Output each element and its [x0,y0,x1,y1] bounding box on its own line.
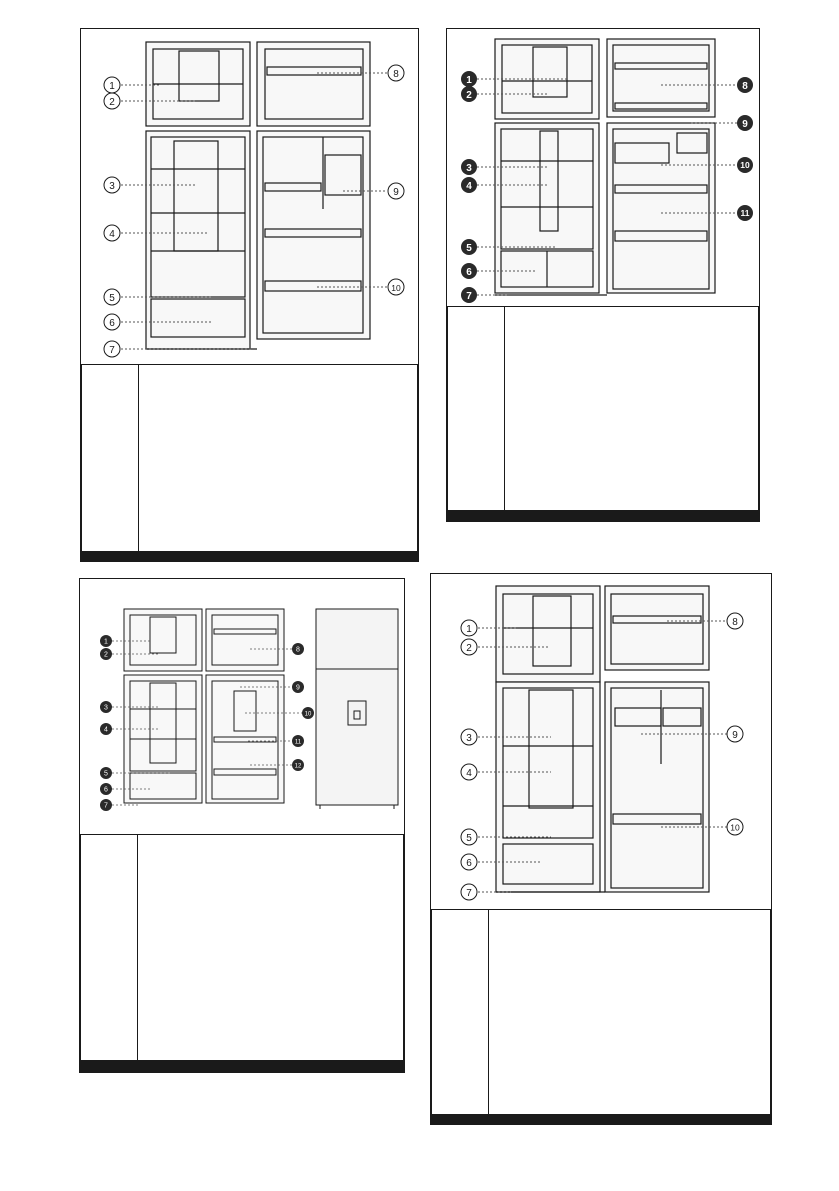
callout-1: 1 [466,624,472,635]
callout-2: 2 [466,643,472,654]
callout-6: 6 [466,267,472,278]
fridge-diagram-1 [81,29,420,365]
part-name-cell [139,561,418,562]
callout-2: 2 [104,651,108,659]
panel-1 [80,28,419,562]
callout-1: 1 [466,75,472,86]
callout-2: 2 [109,97,115,108]
table-row [432,910,771,1115]
table-row [448,521,759,522]
table-row [81,1072,404,1073]
part-name-cell [489,910,771,1115]
callout-3: 3 [109,181,115,192]
callout-9: 9 [393,187,399,198]
part-name-cell [505,521,759,522]
callout-10: 10 [730,822,740,833]
callout-7: 7 [109,345,115,356]
callout-5: 5 [109,293,115,304]
callout-4: 4 [466,181,472,192]
callout-10: 10 [304,711,312,718]
table-row [448,307,759,511]
panel-4 [430,573,772,1125]
fridge-diagram-3 [80,579,406,835]
part-number-cell [82,365,139,552]
fridge-diagram-2 [447,29,761,307]
parts-table-3 [80,834,404,1073]
callout-9: 9 [296,684,300,692]
callout-11: 11 [740,208,750,218]
callout-5: 5 [466,243,472,254]
callout-12: 12 [294,763,302,770]
part-name-cell [489,1124,771,1125]
callout-7: 7 [466,888,472,899]
callout-8: 8 [393,69,399,80]
part-number-cell [81,1072,138,1073]
panel-3 [79,578,405,1073]
callout-4: 4 [109,229,115,240]
part-number-cell [432,910,489,1115]
part-number-cell [81,835,138,1061]
table-row [82,561,418,562]
part-number-cell [448,521,505,522]
callout-4: 4 [466,768,472,779]
callout-5: 5 [104,770,108,778]
part-name-cell [138,1072,404,1073]
callout-9: 9 [742,119,748,130]
callout-1: 1 [104,638,108,646]
callout-3: 3 [466,163,472,174]
callout-8: 8 [742,81,748,92]
callout-3: 3 [104,704,108,712]
callout-10: 10 [740,160,750,170]
callout-6: 6 [104,786,108,794]
callout-2: 2 [466,90,472,101]
callout-7: 7 [104,802,108,810]
callout-8: 8 [732,617,738,628]
callout-11: 11 [294,739,302,746]
parts-table-2 [447,306,759,522]
part-name-cell [505,307,759,511]
fridge-diagram-4 [431,574,773,910]
callout-6: 6 [466,858,472,869]
table-row [82,365,418,552]
part-name-cell [138,835,404,1061]
panel-2 [446,28,760,522]
callout-7: 7 [466,291,472,302]
parts-table-4 [431,909,771,1125]
part-name-cell [139,365,418,552]
parts-table-1 [81,364,418,562]
part-number-cell [448,307,505,511]
table-row [81,835,404,1061]
callout-4: 4 [104,726,108,734]
callout-1: 1 [109,81,115,92]
part-number-cell [432,1124,489,1125]
callout-8: 8 [296,646,300,654]
callout-9: 9 [732,730,738,741]
table-row [432,1124,771,1125]
callout-10: 10 [391,283,401,293]
callout-6: 6 [109,318,115,329]
callout-5: 5 [466,833,472,844]
part-number-cell [82,561,139,562]
callout-3: 3 [466,733,472,744]
